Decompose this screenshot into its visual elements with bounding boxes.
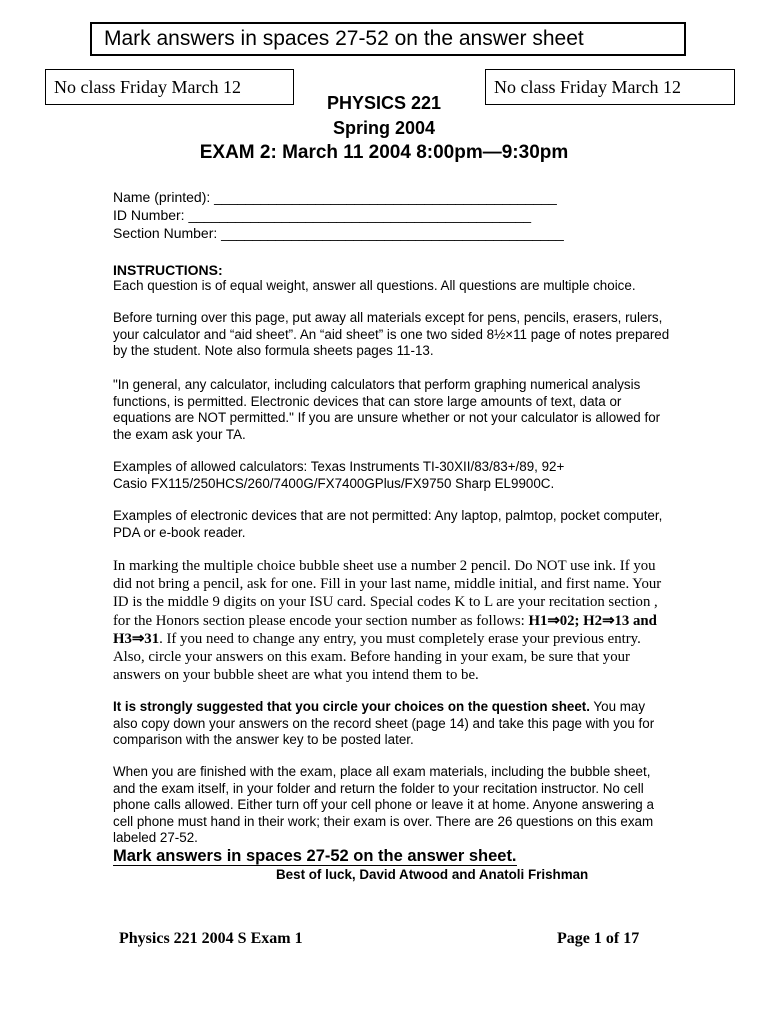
top-banner <box>90 22 686 56</box>
footer-page-number: Page 1 of 17 <box>557 930 640 947</box>
closing-reminder <box>113 847 517 866</box>
instruction-paragraph-2: Before turning over this page, put away all materials except for pens, pencils, erasers, rulers, your calculator and “aid sheet”. An “aid sheet” is one two sided 8½×11 page of notes prepared by the student. Note also formula sheets pages 11-13. <box>113 310 670 358</box>
allowed-calculators-line-2: Casio FX115/250HCS/260/7400G/FX7400GPlus/FX9750 Sharp EL9900C. <box>113 475 555 491</box>
closing-reminder-text: Mark answers in spaces 27-52 on the answer sheet. <box>113 847 517 865</box>
section-field: Section Number: ____________________________________________ <box>113 225 564 241</box>
bubble-sheet-text-a: In marking the multiple choice bubble sheet use a number 2 pencil. Do NOT use ink. If you did not bring a pencil, ask for one. Fill in your last name, middle initial, and first name. Your ID is the middle 9 digits on your ISU card. Special codes K to L are your recitation section , for the Honors section please encode your section number as follows: <box>113 558 662 629</box>
course-title: PHYSICS 221 <box>326 93 442 113</box>
record-sheet-text: You may also copy down your answers on the record sheet (page 14) and take this page with you for comparison with the answer key to be posted later. <box>113 699 655 747</box>
name-field: Name (printed): ____________________________________________ <box>113 189 557 205</box>
allowed-calculators-line-1: Examples of allowed calculators: Texas Instruments TI-30XII/83/83+/89, 92+ <box>113 459 565 474</box>
instructions-heading: INSTRUCTIONS: <box>113 262 223 278</box>
signature-line: Best of luck, David Atwood and Anatoli Frishman <box>276 867 589 882</box>
notice-left-text: No class Friday March 12 <box>54 77 241 97</box>
exam-title: EXAM 2: March 11 2004 8:00pm—9:30pm <box>199 142 569 163</box>
instruction-paragraph-3: "In general, any calculator, including calculators that perform graphing numerical analysis functions, is permitted. Electronic devices that can store large amounts of text, data or equations are NOT permitted." If you are unsure whether or not your calculator is allowed for the exam ask your TA. <box>113 377 661 442</box>
term-title: Spring 2004 <box>332 118 436 138</box>
instruction-paragraph-8: When you are finished with the exam, place all exam materials, including the bubble sheet, and the exam itself, in your folder and return the folder to your recitation instructor. No cell phone calls allowed. Either turn off your cell phone or leave it at home. Anyone answering a cell phone must hand in their work; their exam is over. There are 26 questions on this exam labeled 27-52. <box>113 764 654 845</box>
top-banner-text: Mark answers in spaces 27-52 on the answer sheet <box>104 27 584 50</box>
instruction-paragraph-5: Examples of electronic devices that are not permitted: Any laptop, palmtop, pocket computer, PDA or e-book reader. <box>113 508 663 540</box>
circle-choices-note: It is strongly suggested that you circle your choices on the question sheet. <box>113 699 590 714</box>
instruction-paragraph-4 <box>113 459 673 492</box>
footer-left: Physics 221 2004 S Exam 1 <box>119 930 303 947</box>
instruction-paragraph-6 <box>113 557 673 684</box>
id-field: ID Number: ____________________________________________ <box>113 207 532 223</box>
honors-section-codes: H1⇒02; H2⇒13 and H3⇒31 <box>113 612 657 647</box>
notice-right-text: No class Friday March 12 <box>494 77 681 97</box>
bubble-sheet-text-b: . If you need to change any entry, you must completely erase your previous entry. Also, circle your answers on this exam. Before handing in your exam, be sure that your answers on your bubble sheet are what you intend them to be. <box>113 630 641 684</box>
instruction-paragraph-1: Each question is of equal weight, answer all questions. All questions are multiple choice. <box>113 278 636 293</box>
instruction-paragraph-7 <box>113 699 673 749</box>
